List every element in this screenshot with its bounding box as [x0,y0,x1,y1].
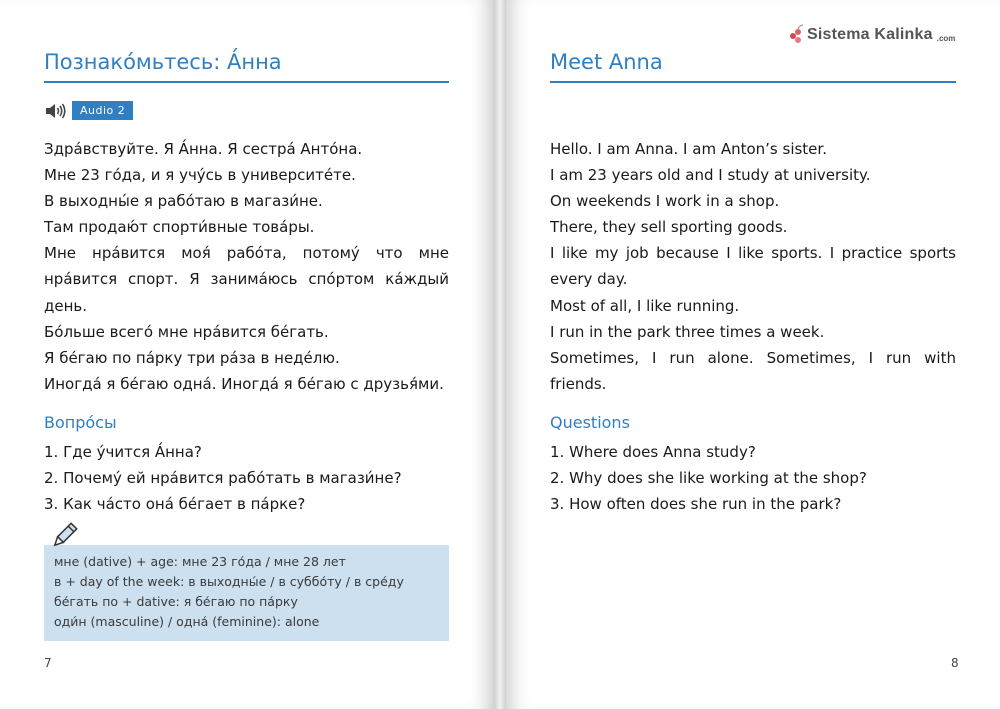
pencil-icon [50,522,78,550]
note-line: в + day of the week: в выходны́е / в суббо́ту / в сре́ду [54,574,404,589]
story-line: Я бе́гаю по па́рку три ра́за в неде́лю. [44,348,340,367]
book-spine [494,0,506,709]
questions-list-english [550,439,956,517]
story-line: There, they sell sporting goods. [550,218,788,237]
story-line: I am 23 years old and I study at university. [550,166,871,185]
brand-logo [788,24,955,46]
logo-text: Sistema Kalinka [807,26,933,43]
questions-list-russian [44,439,449,517]
questions-heading-russian: Вопро́сы [44,413,117,432]
grammar-note-box [44,545,449,641]
story-line: I like my job because I like sports. I practice sports every day. [550,244,956,289]
question-item: 2. Почему́ ей нра́вится рабо́тать в магази́не? [44,469,402,488]
story-line: I run in the park three times a week. [550,322,825,341]
page-number-right: 8 [951,656,959,670]
question-item: 1. Где у́чится А́нна? [44,443,202,461]
question-item: 3. Как ча́сто она́ бе́гает в па́рке? [44,495,306,514]
question-item: 3. How often does she run in the park? [550,495,842,514]
page-title-english: Meet Anna [550,50,663,74]
story-line: On weekends I work in a shop. [550,192,780,211]
question-item: 1. Where does Anna study? [550,443,756,461]
kalinka-logo-icon [788,24,804,46]
page-title-russian: Познако́мьтесь: А́нна [44,50,282,74]
story-line: Здра́вствуйте. Я А́нна. Я сестра́ Анто́на. [44,140,363,158]
question-item: 2. Why does she like working at the shop? [550,469,867,488]
russian-story [44,136,449,397]
note-line: оди́н (masculine) / одна́ (feminine): alone [54,614,320,629]
note-line: бе́гать по + dative: я бе́гаю по па́рку [54,594,298,609]
audio-track-badge[interactable]: Audio 2 [72,101,133,120]
story-line: Мне 23 го́да, и я учу́сь в университе́те. [44,166,356,185]
title-rule [44,81,449,83]
title-rule [550,81,956,83]
speaker-icon[interactable] [44,102,66,120]
story-line: Hello. I am Anna. I am Anton’s sister. [550,140,827,158]
logo-suffix: .com [936,33,956,43]
story-line: Там продаю́т спорти́вные това́ры. [44,218,315,237]
english-story [550,136,956,397]
note-line: мне (dative) + age: мне 23 го́да / мне 28 лет [54,554,346,569]
questions-heading-english: Questions [550,413,630,432]
left-page [0,0,494,709]
story-line: Иногда́ я бе́гаю одна́. Иногда́ я бе́гаю с друзья́ми. [44,374,444,393]
story-line: Бо́льше всего́ мне нра́вится бе́гать. [44,322,329,341]
audio-control[interactable] [44,101,133,120]
page-number-left: 7 [44,656,52,670]
story-line: В выходны́е я рабо́таю в магази́не. [44,192,323,211]
story-line: Most of all, I like running. [550,296,740,315]
story-line: Sometimes, I run alone. Sometimes, I run with friends. [550,348,956,393]
story-line: Мне нра́вится моя́ рабо́та, потому́ что мне нра́вится спорт. Я занима́юсь спо́ртом ка́ждый день. [44,244,449,315]
